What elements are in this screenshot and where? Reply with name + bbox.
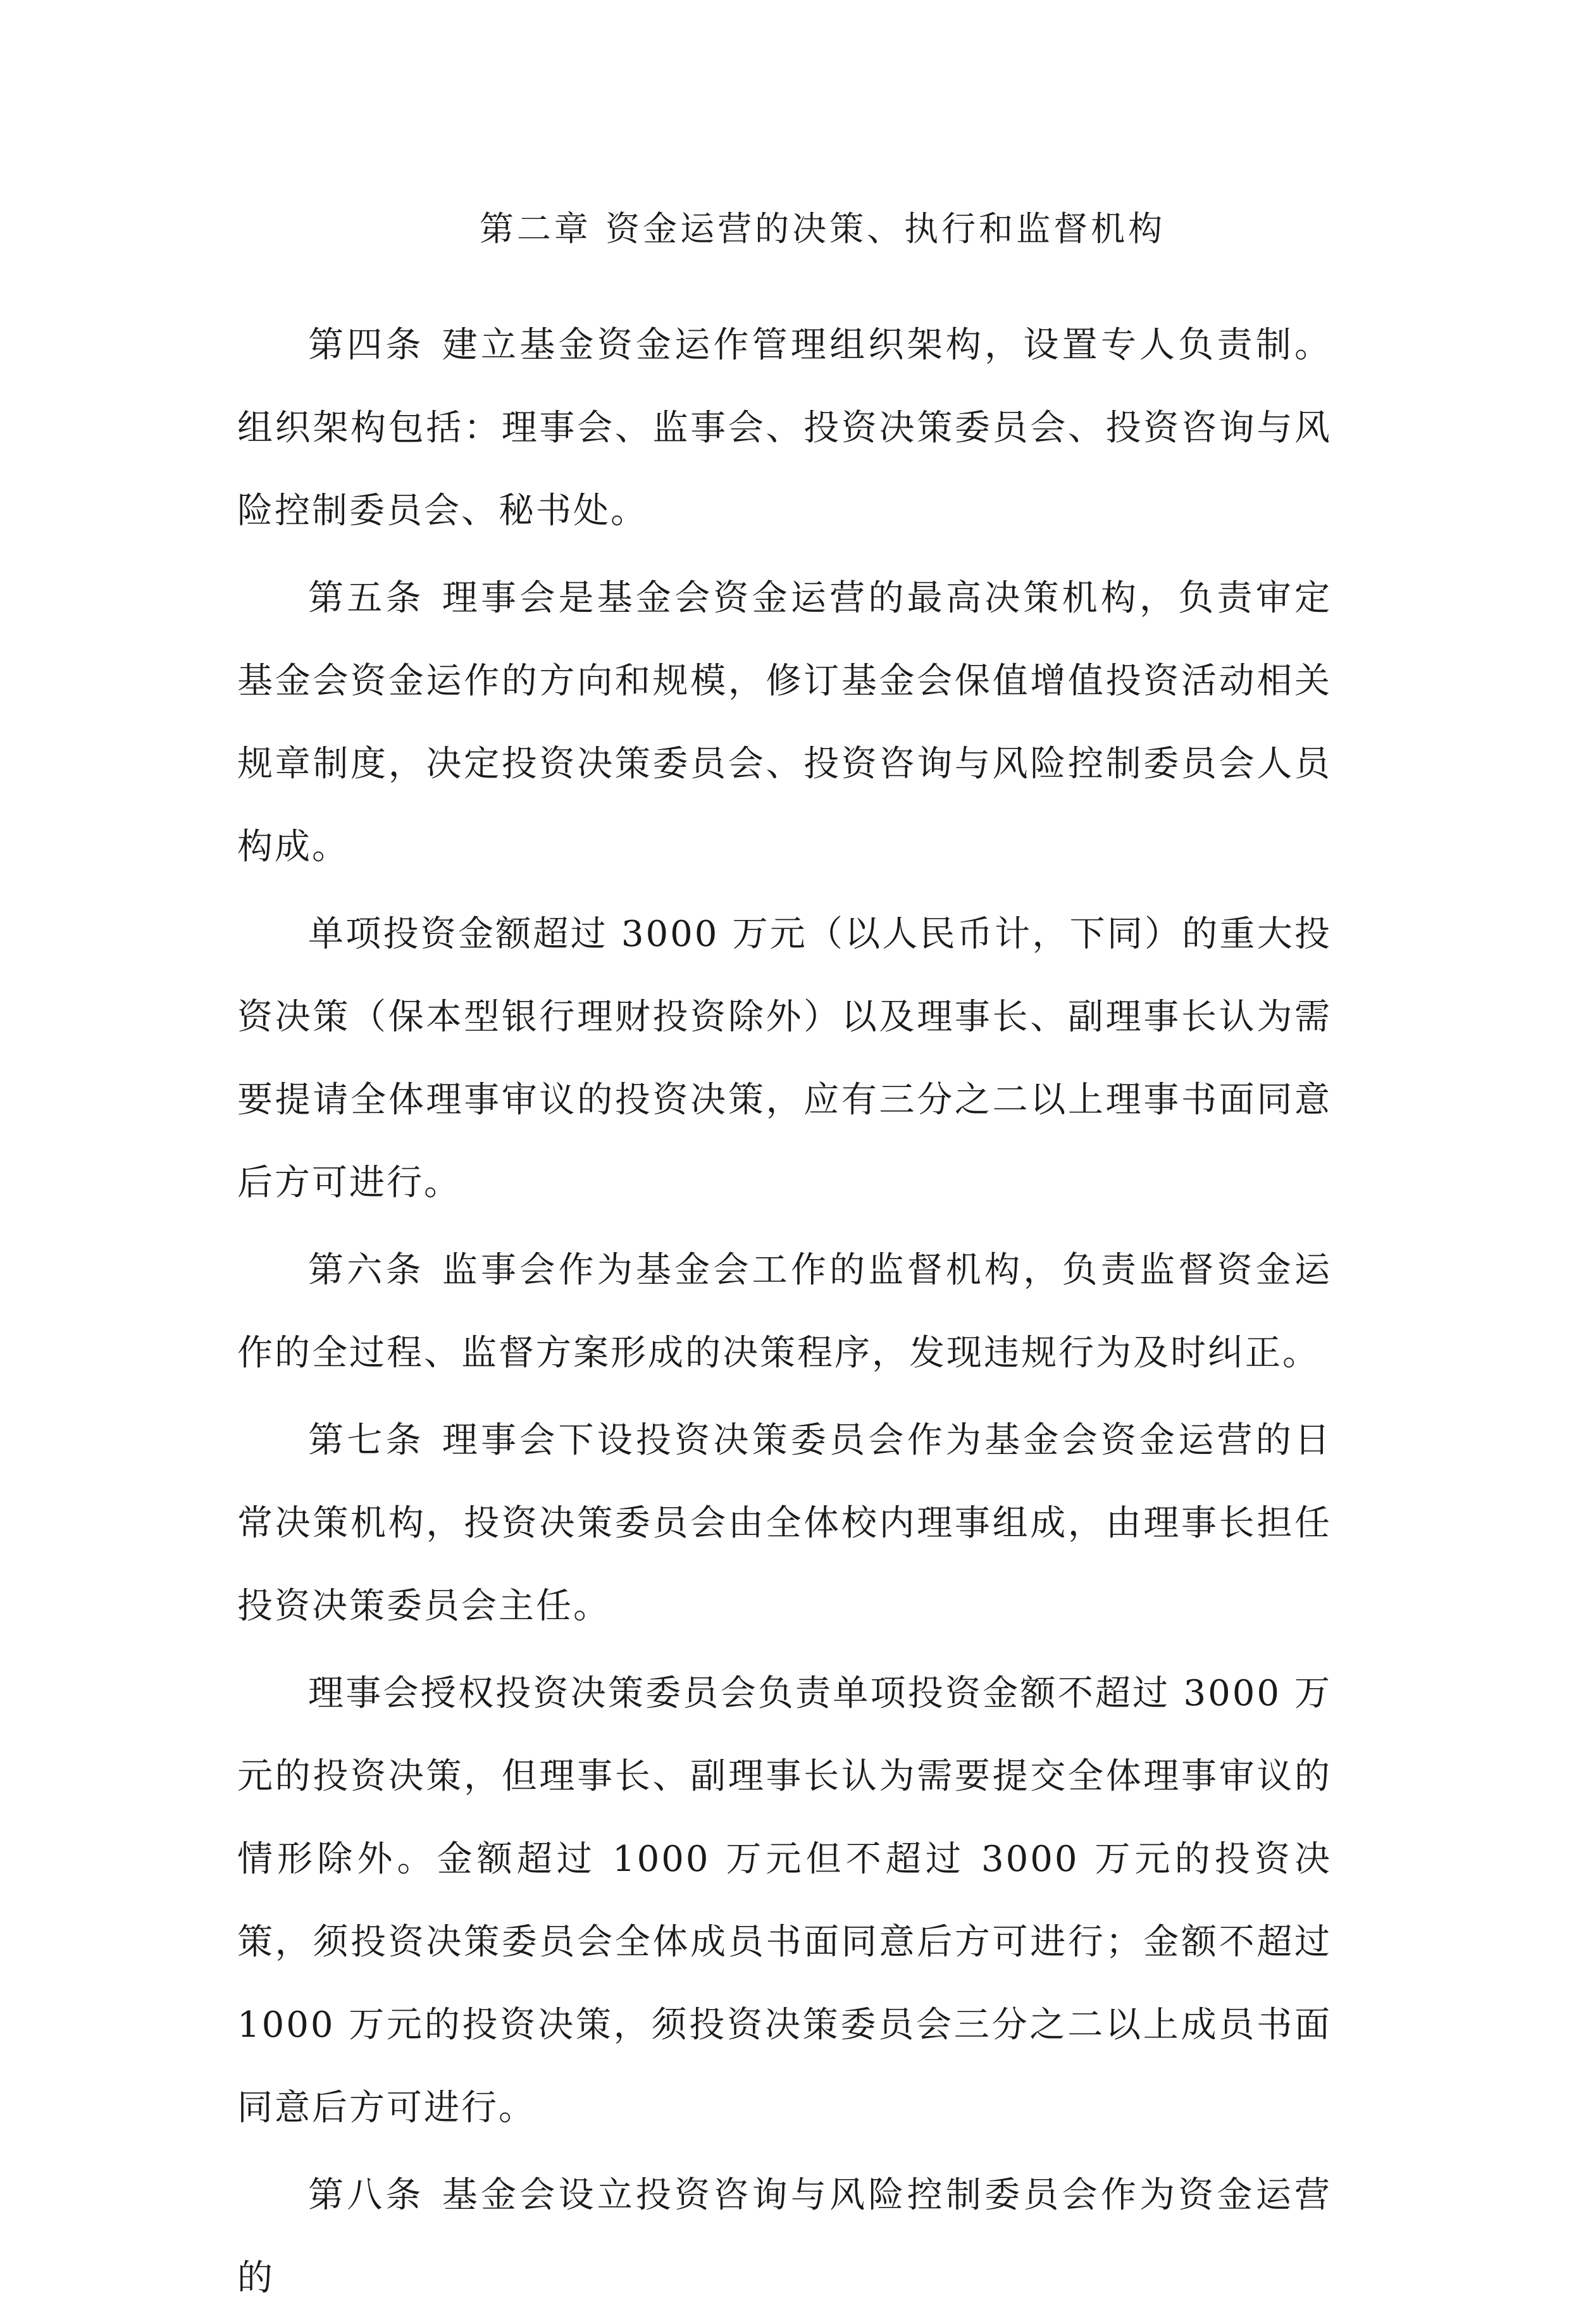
chapter-title: 第二章 资金运营的决策、执行和监督机构 xyxy=(479,209,1166,249)
article-number: 第四条 xyxy=(308,325,425,366)
article-number: 第七条 xyxy=(308,1420,425,1461)
paragraph-article-5 xyxy=(237,557,1332,893)
paragraph-text: 理事会是基金会资金运营的最高决策机构，负责审定基金会资金运作的方向和规模，修订基金会保值增值投资活动相关规章制度，决定投资决策委员会、投资咨询与风险控制委员会人员构成。 xyxy=(237,578,1332,867)
paragraph-text: 建立基金资金运作管理组织架构，设置专人负责制。组织架构包括：理事会、监事会、投资决策委员会、投资咨询与风险控制委员会、秘书处。 xyxy=(237,325,1332,531)
paragraph-article-7 xyxy=(237,1399,1332,1652)
paragraph-text: 理事会授权投资决策委员会负责单项投资金额不超过 3000 万元的投资决策，但理事长、副理事长认为需要提交全体理事审议的情形除外。金额超过 1000 万元但不超过 3000 万元的投资决策，须投资决策委员会全体成员书面同意后方可进行；金额不超过 1000 万元的投资决策，须投资决策委员会三分之二以上成员书面同意后方可进行。 xyxy=(237,1673,1332,2128)
paragraph-article-5-clause-2 xyxy=(237,893,1332,1229)
paragraph-text: 理事会下设投资决策委员会作为基金会资金运营的日常决策机构，投资决策委员会由全体校内理事组成，由理事长担任投资决策委员会主任。 xyxy=(237,1420,1332,1627)
article-number: 第八条 xyxy=(308,2175,425,2216)
article-number: 第五条 xyxy=(308,578,425,619)
paragraph-text: 单项投资金额超过 3000 万元（以人民币计，下同）的重大投资决策（保本型银行理财投资除外）以及理事长、副理事长认为需要提请全体理事审议的投资决策，应有三分之二以上理事书面同意后方可进行。 xyxy=(237,914,1332,1203)
paragraph-text: 监事会作为基金会工作的监督机构，负责监督资金运作的全过程、监督方案形成的决策程序，发现违规行为及时纠正。 xyxy=(237,1250,1332,1374)
paragraph-text: 基金会设立投资咨询与风险控制委员会作为资金运营的 xyxy=(237,2175,1332,2299)
document-body xyxy=(237,304,1332,2324)
paragraph-article-4 xyxy=(237,304,1332,557)
paragraph-article-7-clause-2 xyxy=(237,1652,1332,2154)
paragraph-article-8 xyxy=(237,2154,1332,2324)
article-number: 第六条 xyxy=(308,1250,425,1291)
paragraph-article-6 xyxy=(237,1229,1332,1399)
